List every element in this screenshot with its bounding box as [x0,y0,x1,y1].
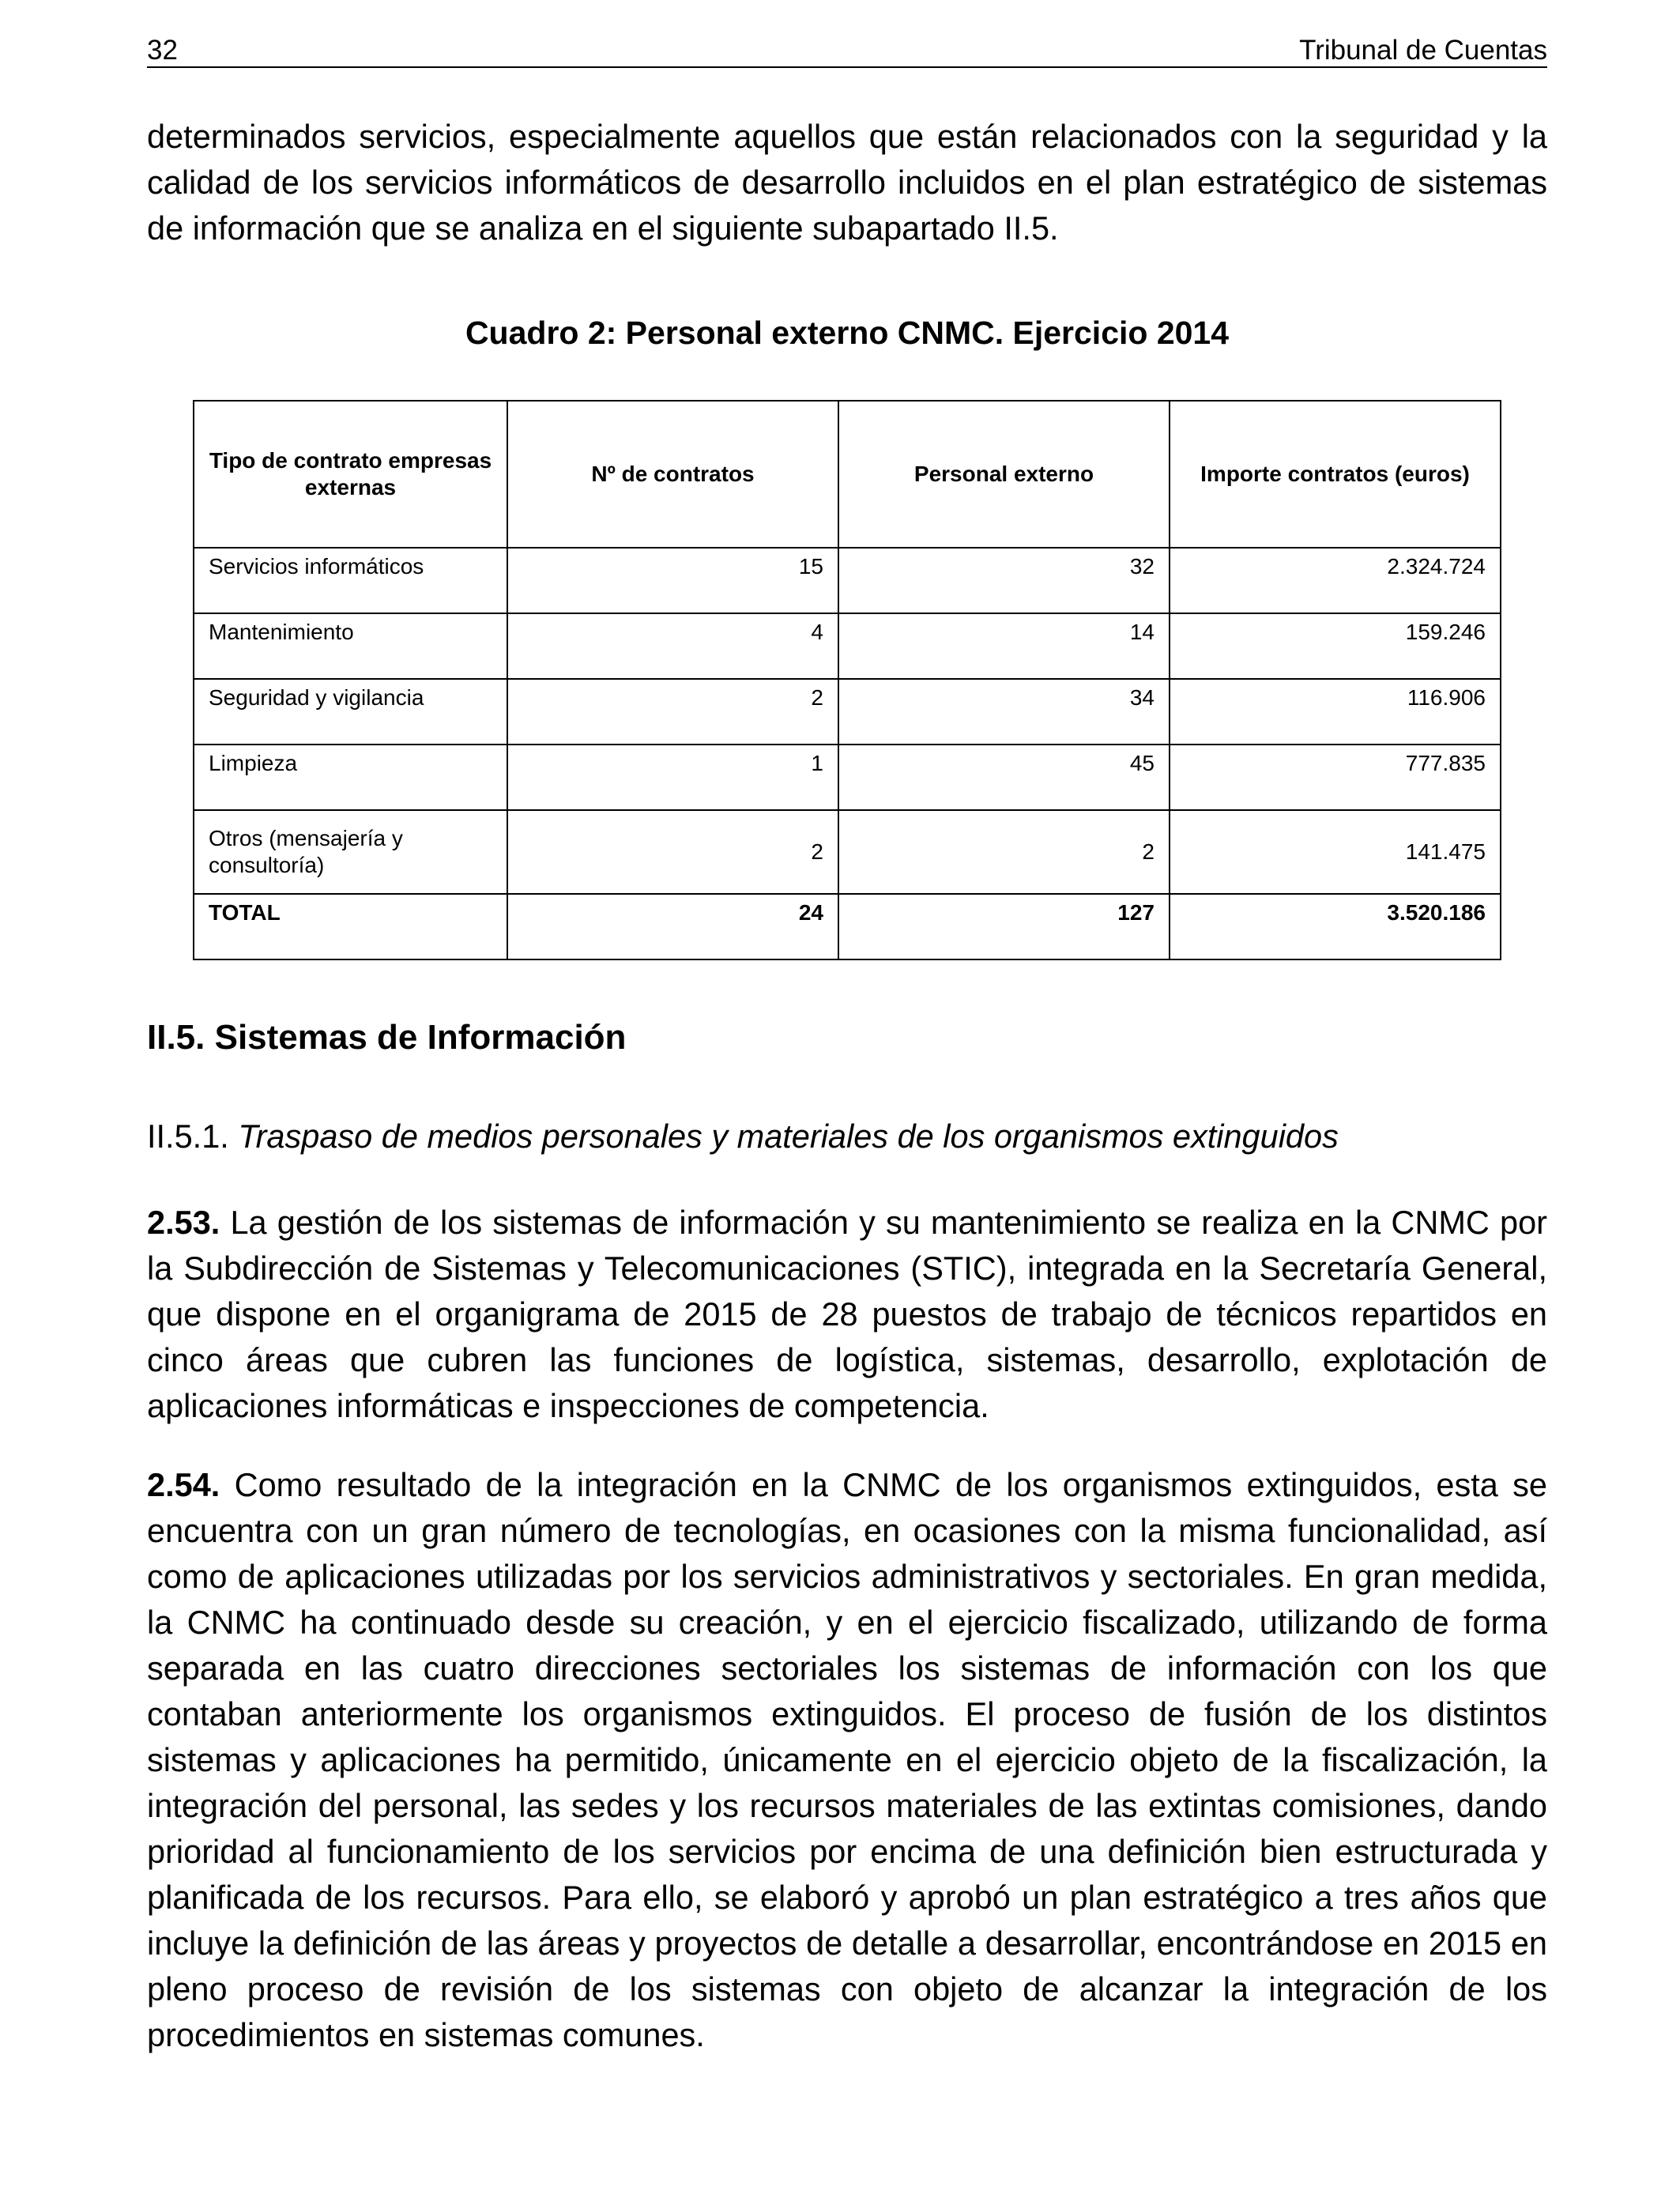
cell-personal: 45 [838,745,1170,810]
table-title: Cuadro 2: Personal externo CNMC. Ejercicio 2014 [465,315,1230,351]
table-total-row [194,894,1501,959]
header-importe: Importe contratos (euros) [1170,401,1501,548]
cell-importe: 116.906 [1170,679,1501,745]
table-row [194,745,1501,810]
cell-total-personal: 127 [838,894,1170,959]
cell-importe: 159.246 [1170,613,1501,679]
cell-tipo: Limpieza [194,745,507,810]
cell-total-contratos: 24 [507,894,838,959]
page-number: 32 [147,35,178,66]
paragraph-text: Como resultado de la integración en la CNMC de los organismos extinguidos, esta se encuentra con un gran número de tecnologías, en ocasiones con la misma funcionalidad, así como de aplicaciones utilizadas por los servicios administrativos y sectoriales. En gran medida, la CNMC ha continuado desde su creación, y en el ejercicio fiscalizado, utilizando de forma separada en las cuatro direcciones sectoriales los sistemas de información con los que contaban anteriormente los organismos extinguidos. El proceso de fusión de los distintos sistemas y aplicaciones ha permitido, únicamente en el ejercicio objeto de la fiscalización, la integración del personal, las sedes y los recursos materiales de las extintas comisiones, dando prioridad al funcionamiento de los servicios por encima de una definición bien estructurada y planificada de los recursos. Para ello, se elaboró y aprobó un plan estratégico a tres años que incluye la definición de las áreas y proyectos de detalle a desarrollar, encontrándose en 2015 en pleno proceso de revisión de los sistemas con objeto de alcanzar la integración de los procedimientos en sistemas comunes. [147,1466,1547,2053]
header-personal: Personal externo [838,401,1170,548]
cell-tipo: Servicios informáticos [194,548,507,613]
subsection-number: II.5.1. [147,1118,229,1155]
cell-total-importe: 3.520.186 [1170,894,1501,959]
paragraph-number: 2.54. [147,1466,220,1503]
cell-contratos: 15 [507,548,838,613]
cell-tipo: Otros (mensajería y consultoría) [194,810,507,894]
subsection-title: Traspaso de medios personales y materiales de los organismos extinguidos [238,1118,1339,1155]
publisher-name: Tribunal de Cuentas [1299,35,1547,66]
cell-personal: 2 [838,810,1170,894]
table-row [194,613,1501,679]
cell-tipo: Mantenimiento [194,613,507,679]
paragraph-number: 2.53. [147,1204,220,1241]
cell-importe: 2.324.724 [1170,548,1501,613]
cell-importe: 141.475 [1170,810,1501,894]
cell-contratos: 1 [507,745,838,810]
header-contratos: Nº de contratos [507,401,838,548]
intro-paragraph: determinados servicios, especialmente aquellos que están relacionados con la seguridad y la calidad de los servicios informáticos de desarrollo incluidos en el plan estratégico de sistemas de información que se analiza en el siguiente subapartado II.5. [147,118,1547,247]
page-header [147,30,1547,68]
cell-personal: 34 [838,679,1170,745]
cell-total-label: TOTAL [194,894,507,959]
cell-importe: 777.835 [1170,745,1501,810]
cell-personal: 32 [838,548,1170,613]
table-row [194,679,1501,745]
header-tipo: Tipo de contrato empresas externas [194,401,507,548]
cell-contratos: 2 [507,810,838,894]
subsection-heading [147,1118,1339,1155]
paragraph-text: La gestión de los sistemas de información y su mantenimiento se realiza en la CNMC por la Subdirección de Sistemas y Telecomunicaciones (STIC), integrada en la Secretaría General, que dispone en el organigrama de 2015 de 28 puestos de trabajo de técnicos repartidos en cinco áreas que cubren las funciones de logística, sistemas, desarrollo, explotación de aplicaciones informáticas e inspecciones de competencia. [147,1204,1547,1424]
cell-personal: 14 [838,613,1170,679]
paragraph-2-53 [147,1200,1547,1429]
cell-contratos: 2 [507,679,838,745]
section-heading: II.5. Sistemas de Información [147,1018,627,1057]
cell-tipo: Seguridad y vigilancia [194,679,507,745]
paragraph-2-54 [147,1462,1547,2058]
table-row [194,548,1501,613]
table-row [194,810,1501,894]
cell-contratos: 4 [507,613,838,679]
table-header-row [194,401,1501,548]
contracts-table [193,400,1501,960]
